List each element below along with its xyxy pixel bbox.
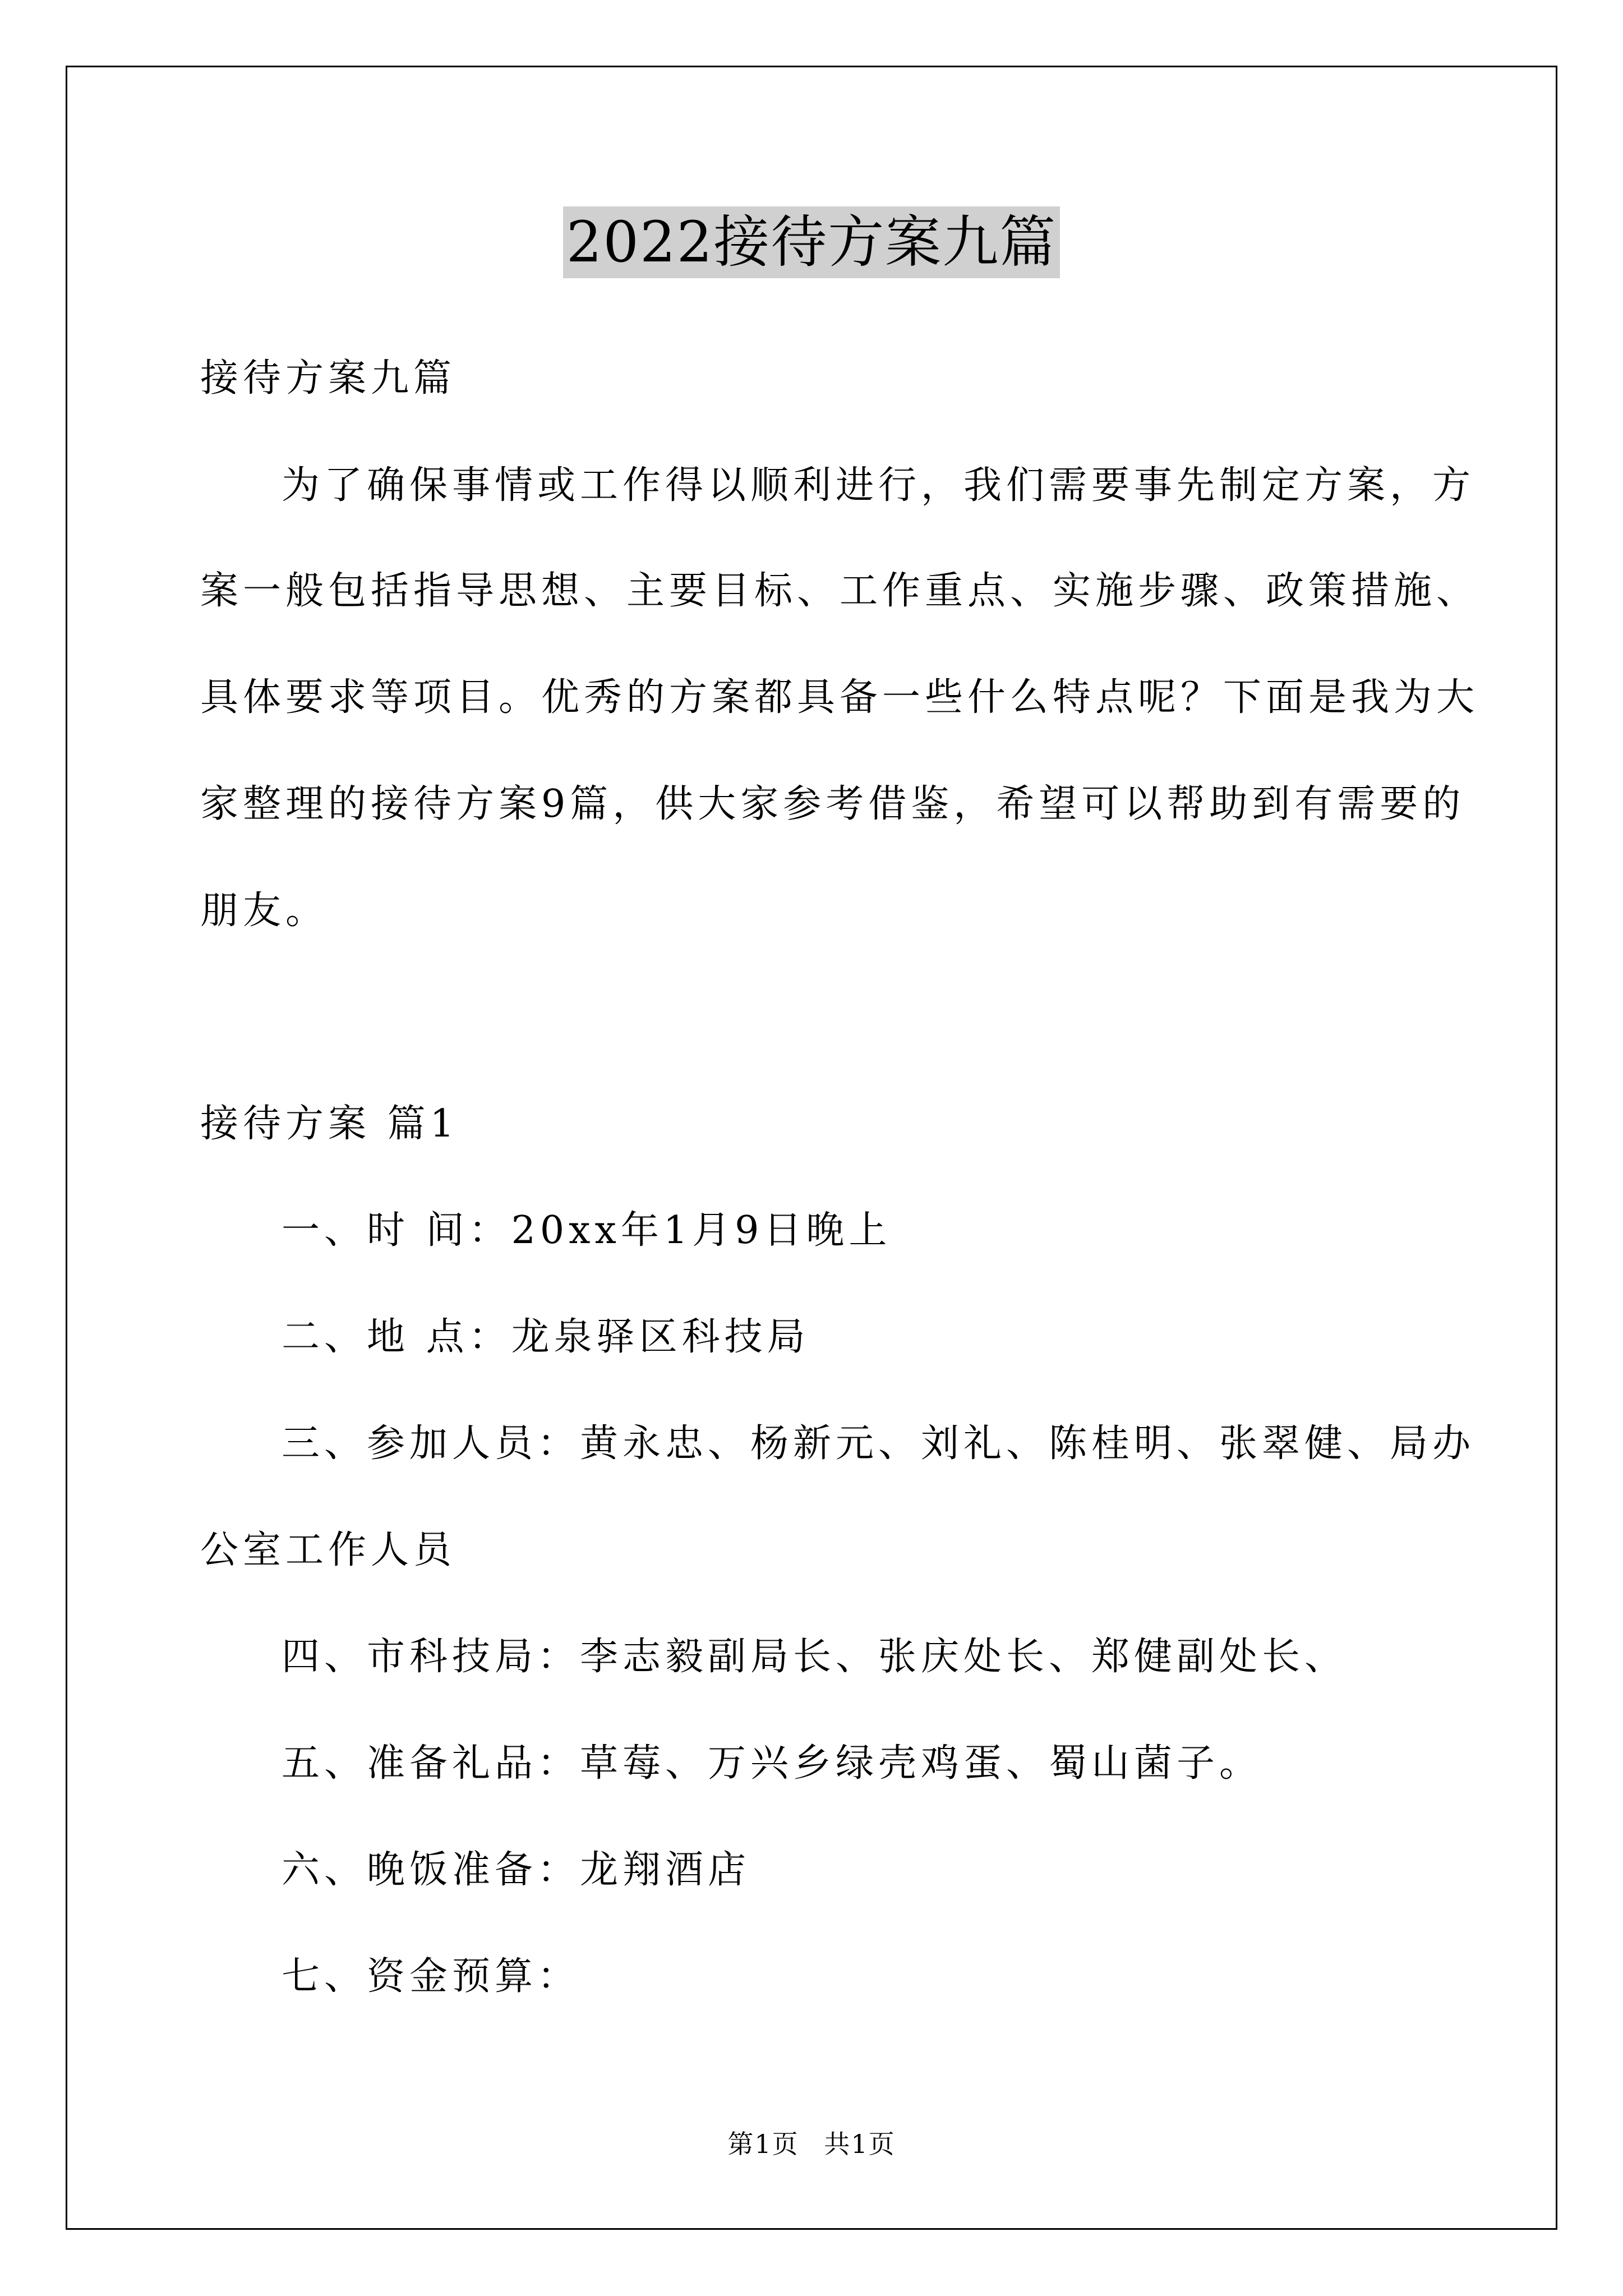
item-city-bureau: 四、市科技局：李志毅副局长、张庆处长、郑健副处长、 (282, 1635, 1348, 1679)
item-attendees-line-1: 三、参加人员：黄永忠、杨新元、刘礼、陈桂明、张翠健、局办 (282, 1421, 1476, 1466)
item-time: 一、时 间：20xx年1月9日晚上 (282, 1208, 892, 1253)
item-attendees-line-2: 公室工作人员 (200, 1528, 457, 1572)
item-dinner: 六、晚饭准备：龙翔酒店 (282, 1848, 751, 1892)
page-current: 第1页 (727, 2129, 799, 2159)
title-container (0, 206, 1623, 278)
intro-line-4: 家整理的接待方案9篇，供大家参考借鉴，希望可以帮助到有需要的 (200, 782, 1465, 826)
page-footer (0, 2127, 1623, 2161)
section-heading: 接待方案 篇1 (200, 1102, 459, 1146)
page-total: 共1页 (824, 2129, 896, 2159)
item-gifts: 五、准备礼品：草莓、万兴乡绿壳鸡蛋、蜀山菌子。 (282, 1741, 1262, 1786)
item-budget: 七、资金预算： (282, 1954, 580, 1999)
intro-line-3: 具体要求等项目。优秀的方案都具备一些什么特点呢？下面是我为大 (200, 675, 1479, 720)
document-subtitle: 接待方案九篇 (200, 356, 457, 401)
intro-line-2: 案一般包括指导思想、主要目标、工作重点、实施步骤、政策措施、 (200, 569, 1479, 613)
intro-line-1: 为了确保事情或工作得以顺利进行，我们需要事先制定方案，方 (282, 463, 1476, 508)
intro-line-5: 朋友。 (200, 889, 329, 933)
document-title: 2022接待方案九篇 (563, 206, 1061, 278)
item-place: 二、地 点：龙泉驿区科技局 (282, 1315, 810, 1359)
